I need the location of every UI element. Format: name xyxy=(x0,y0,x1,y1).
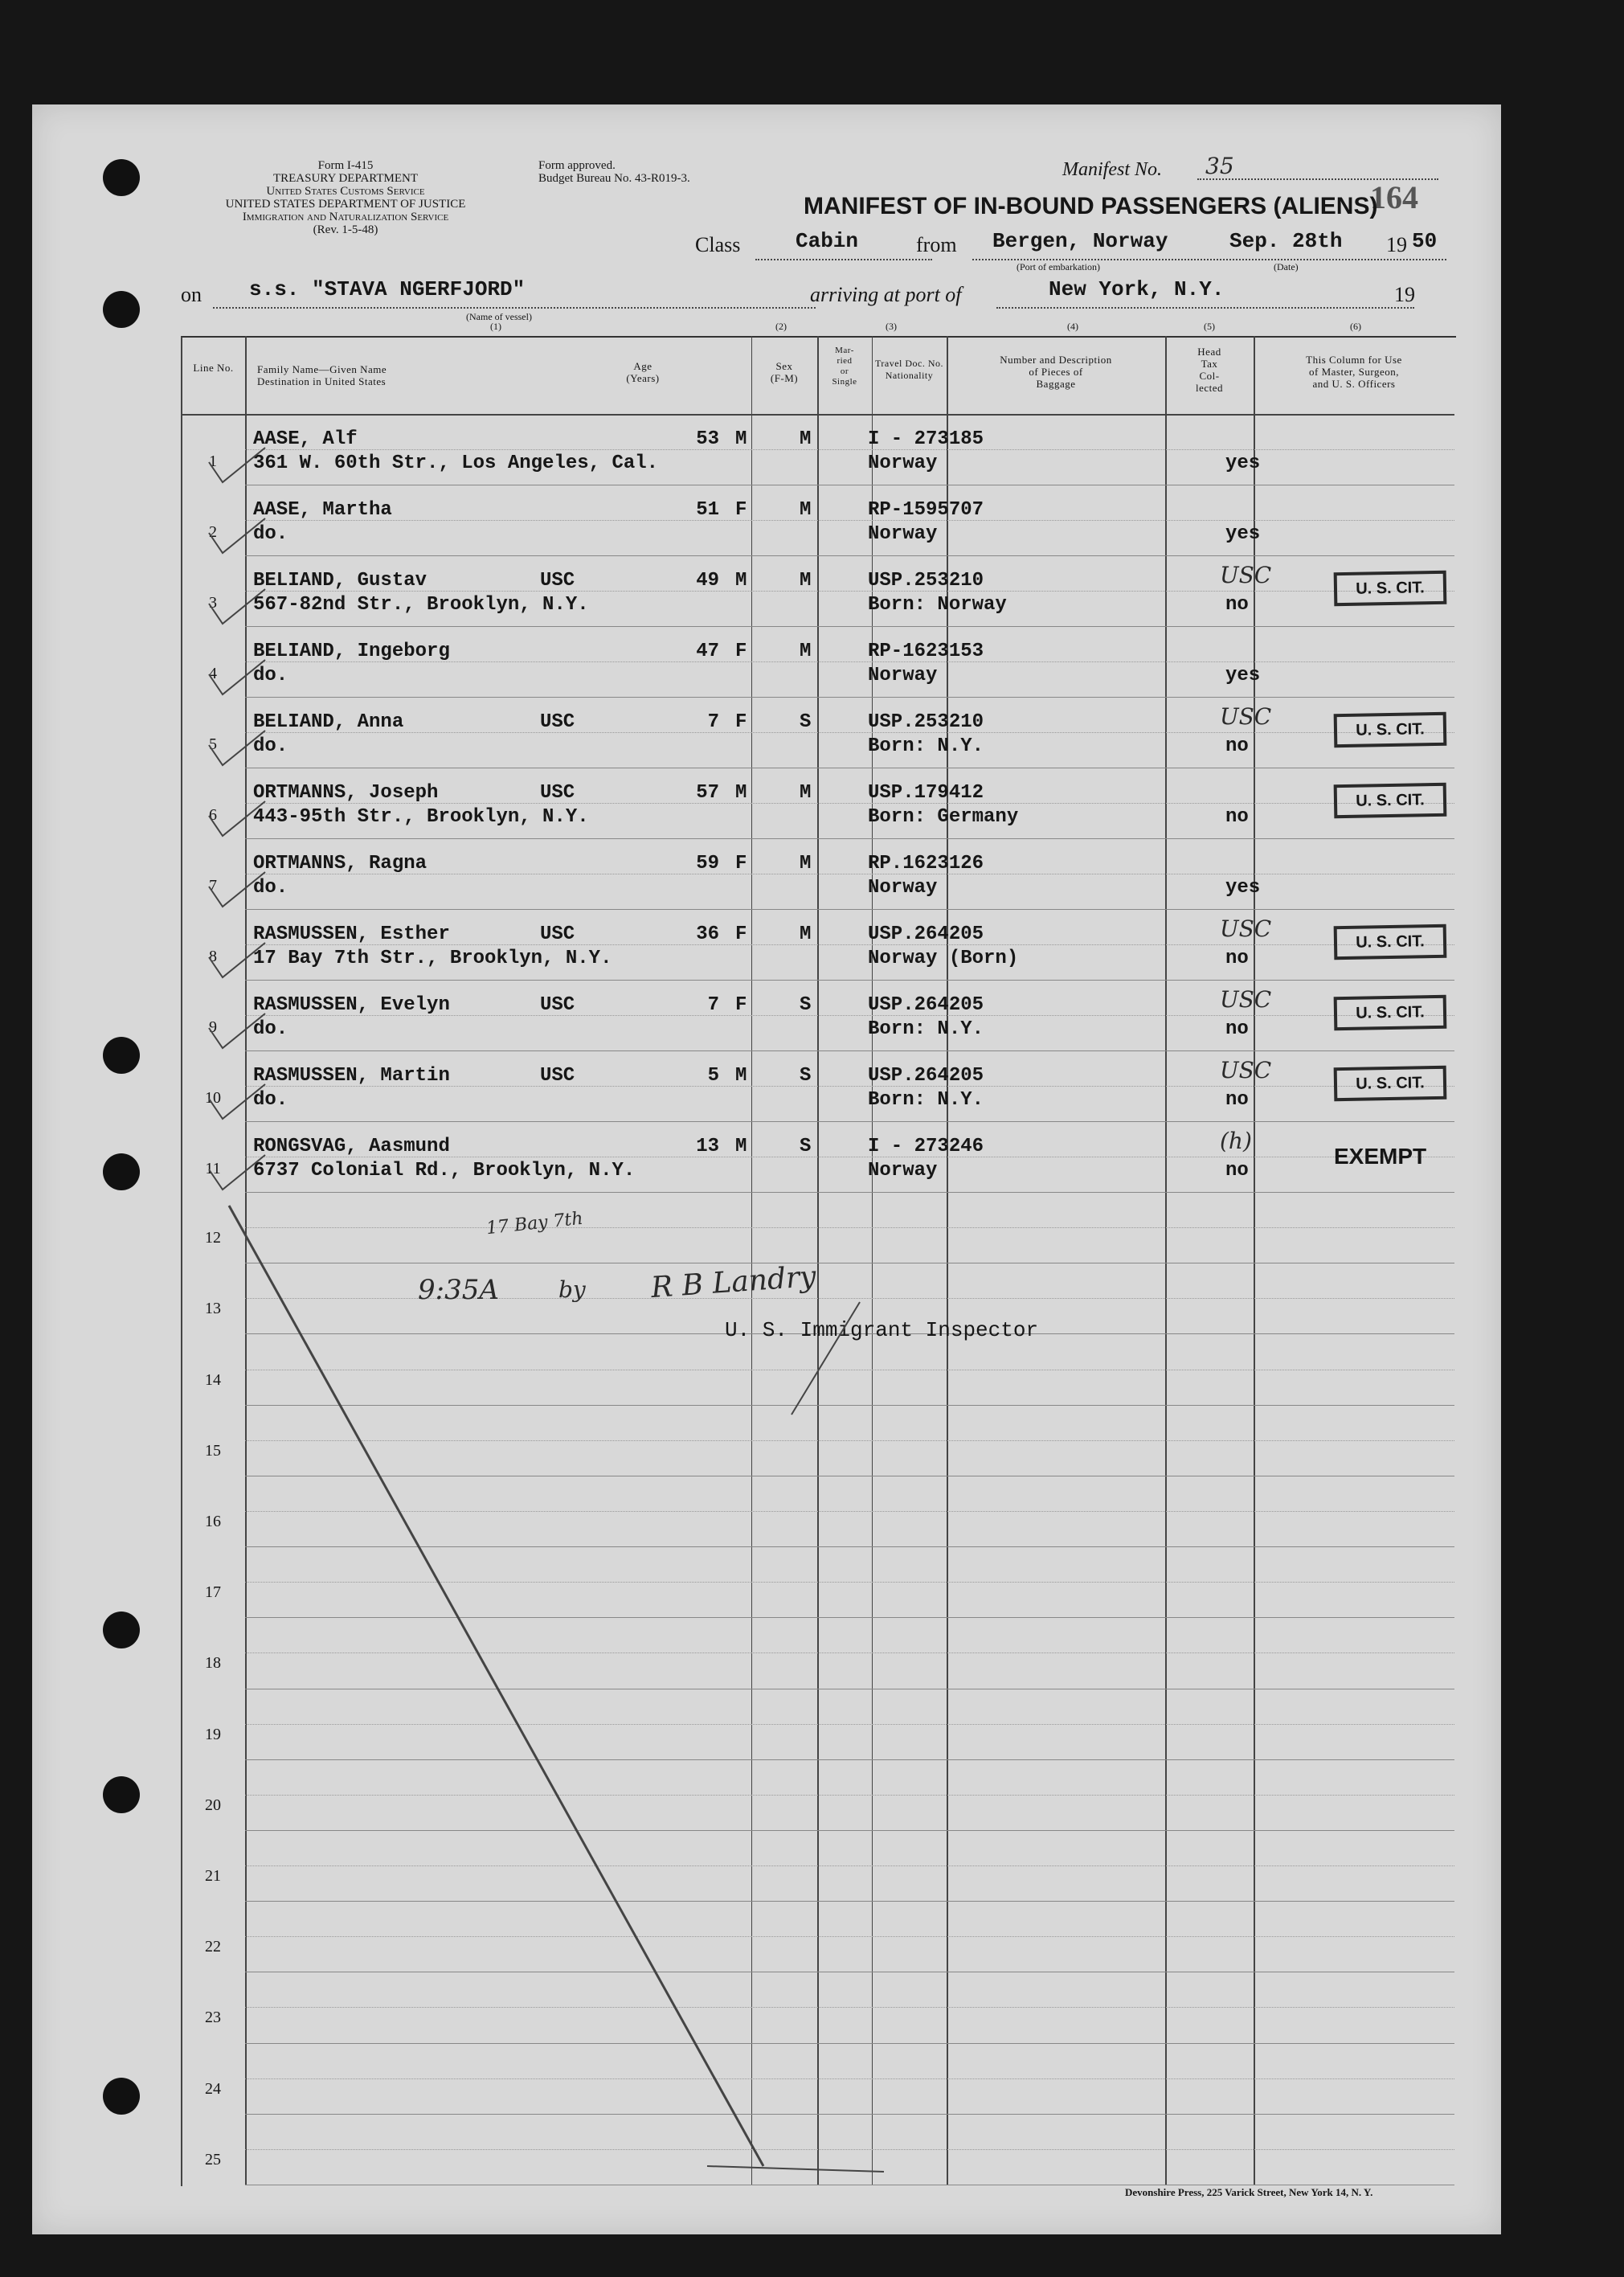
sex: F xyxy=(735,994,747,1016)
head-tax-note: USC xyxy=(1220,703,1272,730)
dept-customs: United States Customs Service xyxy=(266,185,425,198)
line-number: 3 xyxy=(209,594,217,612)
age: 49 xyxy=(696,570,719,592)
line-number: 17 xyxy=(205,1583,221,1602)
dept-justice: UNITED STATES DEPARTMENT OF JUSTICE xyxy=(225,198,466,211)
year-prefix: 19 xyxy=(1386,233,1407,256)
line-number: 14 xyxy=(205,1370,221,1389)
travel-doc: RP-1623153 xyxy=(868,641,984,662)
usc-marker: USC xyxy=(540,782,575,804)
from-value: Bergen, Norway xyxy=(992,229,1168,253)
line-number: 15 xyxy=(205,1441,221,1460)
manifest-number: 35 xyxy=(1205,153,1234,179)
passenger-name: RASMUSSEN, Evelyn xyxy=(253,994,450,1016)
nationality: Norway xyxy=(868,1160,938,1182)
inspector-title: U. S. Immigrant Inspector xyxy=(725,1318,1039,1342)
age: 5 xyxy=(707,1065,719,1087)
travel-doc: USP.264205 xyxy=(868,923,984,945)
header-line-no: Line No. xyxy=(193,362,234,374)
age: 7 xyxy=(707,994,719,1016)
nationality: Born: Norway xyxy=(868,594,1007,616)
date-value: Sep. 28th xyxy=(1229,229,1343,253)
passenger-name: AASE, Martha xyxy=(253,499,392,521)
travel-doc: USP.264205 xyxy=(868,994,984,1016)
usc-marker: USC xyxy=(540,1065,575,1087)
line-number: 2 xyxy=(209,523,217,541)
year2-prefix: 19 xyxy=(1394,283,1415,306)
line-number: 24 xyxy=(205,2079,221,2098)
age: 36 xyxy=(696,923,719,945)
handwritten-by: by xyxy=(558,1276,586,1303)
year-suffix: 50 xyxy=(1412,229,1438,253)
destination: do. xyxy=(253,1018,288,1040)
travel-doc: RP.1623126 xyxy=(868,853,984,874)
head-tax: no xyxy=(1225,1089,1249,1111)
class-value: Cabin xyxy=(796,229,859,253)
travel-doc: USP.253210 xyxy=(868,711,984,733)
us-citizen-stamp: U. S. CIT. xyxy=(1334,783,1447,818)
marital-status: M xyxy=(800,853,812,874)
travel-doc: I - 273185 xyxy=(868,428,984,450)
sex: M xyxy=(735,570,747,592)
line-number: 20 xyxy=(205,1796,221,1814)
marital-status: M xyxy=(800,499,812,521)
header-sex: Sex (F-M) xyxy=(770,360,799,384)
usc-marker: USC xyxy=(540,711,575,733)
head-tax-note: USC xyxy=(1220,1057,1272,1083)
head-tax: yes xyxy=(1225,453,1261,474)
line-number: 12 xyxy=(205,1229,221,1247)
from-label: from xyxy=(916,233,957,256)
passenger-name: BELIAND, Ingeborg xyxy=(253,641,450,662)
usc-marker: USC xyxy=(540,994,575,1016)
nationality: Born: N.Y. xyxy=(868,735,984,757)
nationality: Norway xyxy=(868,665,938,686)
head-tax: yes xyxy=(1225,877,1261,899)
form-revision: (Rev. 1-5-48) xyxy=(313,223,378,236)
page-number: 164 xyxy=(1370,179,1418,215)
handwritten-address-note: 17 Bay 7th xyxy=(485,1208,584,1239)
passenger-name: BELIAND, Gustav xyxy=(253,570,427,592)
line-number: 16 xyxy=(205,1512,221,1530)
marital-status: M xyxy=(800,923,812,945)
class-label: Class xyxy=(695,233,741,256)
header-baggage: Number and Description of Pieces of Baggage xyxy=(1000,354,1112,390)
age: 47 xyxy=(696,641,719,662)
line-number: 19 xyxy=(205,1725,221,1743)
header-age: Age (Years) xyxy=(626,360,660,384)
form-number: Form I-415 xyxy=(317,159,374,172)
budget-bureau: Budget Bureau No. 43-R019-3. xyxy=(538,172,690,185)
inspector-signature: R B Landry xyxy=(649,1259,817,1305)
dept-treasury: TREASURY DEPARTMENT xyxy=(272,172,419,185)
nationality: Born: N.Y. xyxy=(868,1018,984,1040)
line-number: 22 xyxy=(205,1938,221,1956)
line-number: 13 xyxy=(205,1300,221,1318)
destination: do. xyxy=(253,735,288,757)
travel-doc: RP-1595707 xyxy=(868,499,984,521)
line-number: 23 xyxy=(205,2009,221,2027)
head-tax: no xyxy=(1225,1160,1249,1182)
us-citizen-stamp: U. S. CIT. xyxy=(1334,712,1447,747)
nationality: Norway xyxy=(868,453,938,474)
passenger-name: BELIAND, Anna xyxy=(253,711,404,733)
age: 7 xyxy=(707,711,719,733)
age: 57 xyxy=(696,782,719,804)
us-citizen-stamp: U. S. CIT. xyxy=(1334,571,1447,606)
head-tax: yes xyxy=(1225,523,1261,545)
nationality: Norway (Born) xyxy=(868,948,1019,969)
destination: 361 W. 60th Str., Los Angeles, Cal. xyxy=(253,453,659,474)
marital-status: M xyxy=(800,782,812,804)
passenger-name: ORTMANNS, Joseph xyxy=(253,782,439,804)
marital-status: S xyxy=(800,1136,812,1157)
head-tax: no xyxy=(1225,735,1249,757)
vessel-caption: (Name of vessel) xyxy=(466,311,532,322)
head-tax: no xyxy=(1225,1018,1249,1040)
dept-immigration: Immigration and Naturalization Service xyxy=(242,211,449,223)
port-caption: (Port of embarkation) xyxy=(1017,261,1100,272)
column-number: (4) xyxy=(1067,321,1078,332)
destination: 567-82nd Str., Brooklyn, N.Y. xyxy=(253,594,589,616)
nationality: Born: N.Y. xyxy=(868,1089,984,1111)
line-number: 9 xyxy=(209,1018,217,1036)
sex: M xyxy=(735,782,747,804)
manifest-number-label: Manifest No. xyxy=(1062,159,1162,180)
header-head-tax: Head Tax Col- lected xyxy=(1195,346,1224,394)
nationality: Born: Germany xyxy=(868,806,1019,828)
line-number: 11 xyxy=(205,1160,221,1177)
passenger-name: RASMUSSEN, Esther xyxy=(253,923,450,945)
sex: M xyxy=(735,1065,747,1087)
passenger-name: RONGSVAG, Aasmund xyxy=(253,1136,450,1157)
exempt-stamp: EXEMPT xyxy=(1334,1144,1427,1169)
printer-footer: Devonshire Press, 225 Varick Street, New York 14, N. Y. xyxy=(1125,2186,1373,2198)
age: 13 xyxy=(696,1136,719,1157)
head-tax: no xyxy=(1225,594,1249,616)
head-tax: no xyxy=(1225,806,1249,828)
sex: F xyxy=(735,853,747,874)
travel-doc: USP.264205 xyxy=(868,1065,984,1087)
arriving-value: New York, N.Y. xyxy=(1049,277,1225,301)
head-tax: no xyxy=(1225,948,1249,969)
sex: F xyxy=(735,499,747,521)
sex: F xyxy=(735,711,747,733)
line-number: 10 xyxy=(205,1089,221,1107)
manifest-page xyxy=(32,104,1501,2234)
sex: F xyxy=(735,641,747,662)
line-number: 6 xyxy=(209,806,217,824)
passenger-name: AASE, Alf xyxy=(253,428,358,450)
destination: do. xyxy=(253,877,288,899)
column-number: (1) xyxy=(490,321,501,332)
line-number: 7 xyxy=(209,877,217,895)
line-number: 1 xyxy=(209,453,217,470)
line-number: 8 xyxy=(209,948,217,965)
marital-status: M xyxy=(800,641,812,662)
cancellation-line xyxy=(32,104,1501,2234)
approval-line: Form approved. xyxy=(538,159,616,172)
usc-marker: USC xyxy=(540,923,575,945)
travel-doc: I - 273246 xyxy=(868,1136,984,1157)
passenger-name: RASMUSSEN, Martin xyxy=(253,1065,450,1087)
sex: M xyxy=(735,1136,747,1157)
manifest-title: MANIFEST OF IN-BOUND PASSENGERS (ALIENS) xyxy=(804,193,1378,219)
arriving-label: arriving at port of xyxy=(810,283,962,306)
column-number: (5) xyxy=(1204,321,1215,332)
head-tax-note: (h) xyxy=(1220,1128,1252,1154)
destination: 17 Bay 7th Str., Brooklyn, N.Y. xyxy=(253,948,612,969)
vessel-name: s.s. "STAVA NGERFJORD" xyxy=(249,277,526,301)
travel-doc: USP.179412 xyxy=(868,782,984,804)
age: 59 xyxy=(696,853,719,874)
date-caption: (Date) xyxy=(1274,261,1299,272)
line-number: 5 xyxy=(209,735,217,753)
column-number: (6) xyxy=(1350,321,1361,332)
destination: do. xyxy=(253,665,288,686)
line-number: 18 xyxy=(205,1654,221,1673)
age: 53 xyxy=(696,428,719,450)
line-number: 4 xyxy=(209,665,217,682)
destination: do. xyxy=(253,1089,288,1111)
destination: 443-95th Str., Brooklyn, N.Y. xyxy=(253,806,589,828)
column-number: (2) xyxy=(775,321,787,332)
header-travel-doc: Travel Doc. No. Nationality xyxy=(874,358,944,381)
line-number: 21 xyxy=(205,1867,221,1886)
head-tax-note: USC xyxy=(1220,986,1272,1013)
on-label: on xyxy=(181,283,202,306)
nationality: Norway xyxy=(868,877,938,899)
marital-status: M xyxy=(800,570,812,592)
us-citizen-stamp: U. S. CIT. xyxy=(1334,995,1447,1030)
us-citizen-stamp: U. S. CIT. xyxy=(1334,1066,1447,1101)
marital-status: S xyxy=(800,711,812,733)
us-citizen-stamp: U. S. CIT. xyxy=(1334,924,1447,960)
nationality: Norway xyxy=(868,523,938,545)
travel-doc: USP.253210 xyxy=(868,570,984,592)
destination: do. xyxy=(253,523,288,545)
usc-marker: USC xyxy=(540,570,575,592)
handwritten-time: 9:35A xyxy=(418,1274,499,1306)
destination: 6737 Colonial Rd., Brooklyn, N.Y. xyxy=(253,1160,636,1182)
marital-status: S xyxy=(800,994,812,1016)
marital-status: S xyxy=(800,1065,812,1087)
head-tax-note: USC xyxy=(1220,562,1272,588)
marital-status: M xyxy=(800,428,812,450)
column-number: (3) xyxy=(886,321,897,332)
sex: F xyxy=(735,923,747,945)
head-tax-note: USC xyxy=(1220,915,1272,942)
passenger-name: ORTMANNS, Ragna xyxy=(253,853,427,874)
header-married: Mar- ried or Single xyxy=(832,346,857,387)
age: 51 xyxy=(696,499,719,521)
header-officers: This Column for Use of Master, Surgeon, and U. S. Officers xyxy=(1306,354,1402,390)
line-number: 25 xyxy=(205,2150,221,2168)
header-name: Family Name—Given Name Destination in United States xyxy=(257,363,387,387)
head-tax: yes xyxy=(1225,665,1261,686)
sex: M xyxy=(735,428,747,450)
